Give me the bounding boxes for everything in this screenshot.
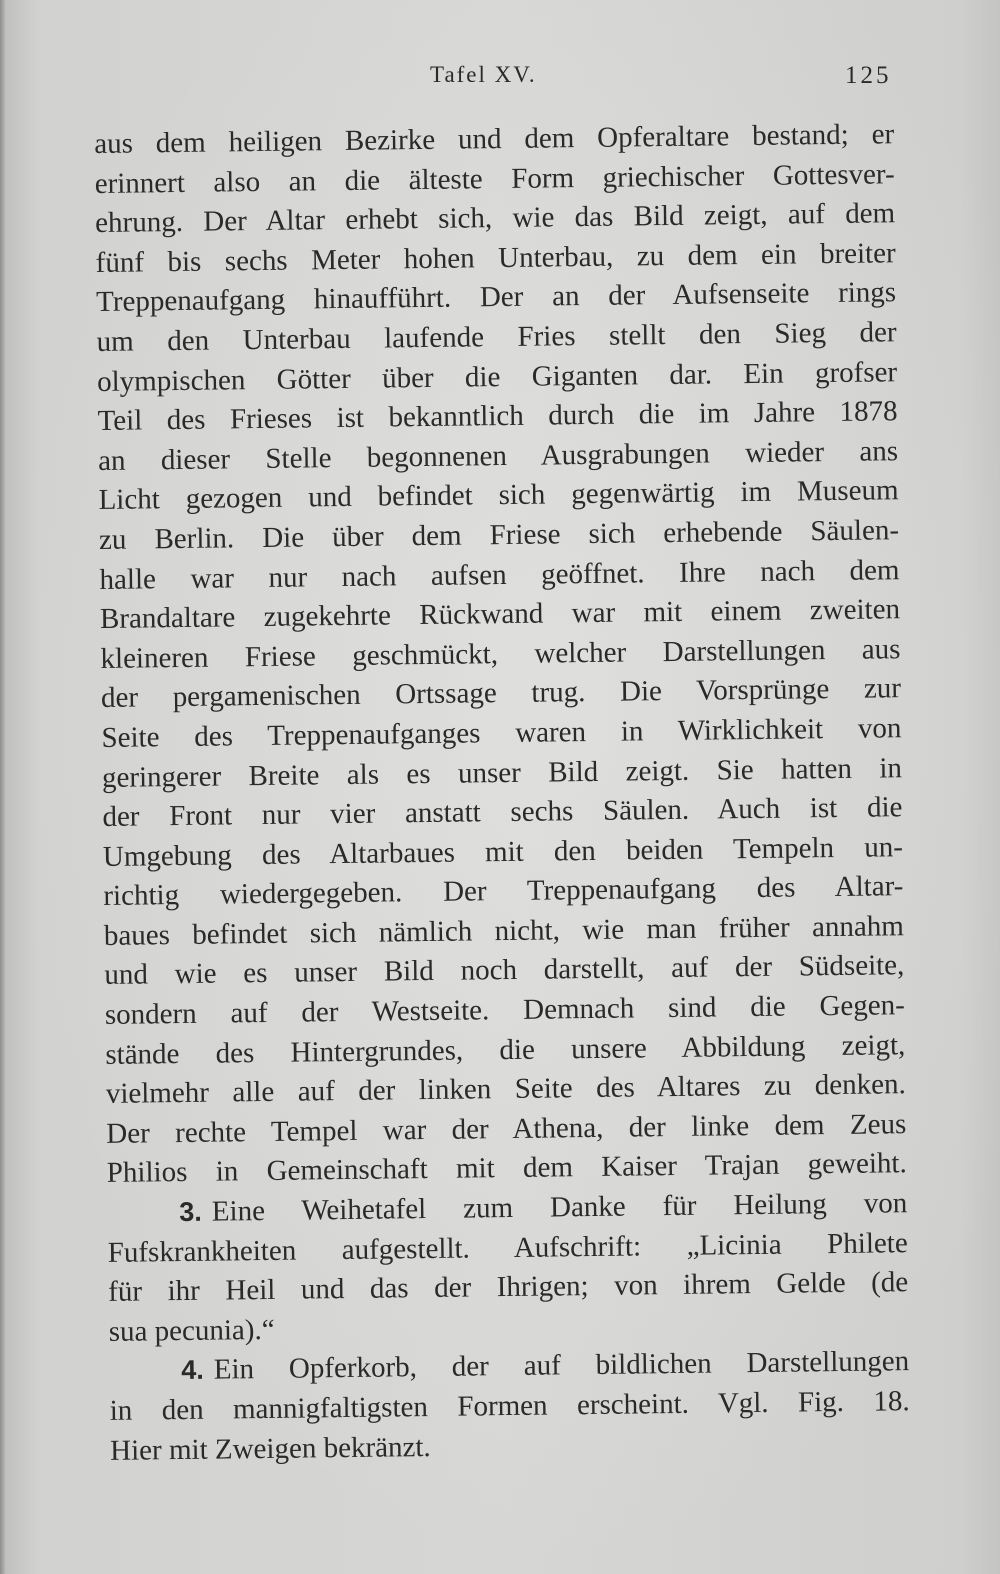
page-header <box>0 58 1000 98</box>
text-line: Ein Opferkorb, der auf bildlichen Darstellungen <box>213 1345 910 1387</box>
text-line: für ihr Heil und das der Ihrigen; von ihrem Gelde (de <box>108 1266 909 1309</box>
page-gutter-shadow <box>0 0 6 1574</box>
text-line: in den mannigfaltigsten Formen erscheint. Vgl. Fig. 18. <box>109 1385 910 1427</box>
text-line: Teil des Frieses ist bekanntlich durch die im Jahre 1878 <box>97 395 898 438</box>
text-line: Umgebung des Altarbaues mit den beiden Tempeln un- <box>102 830 904 873</box>
text-line: halle war nur nach aufsen geöffnet. Ihre nach dem <box>99 553 900 596</box>
text-line: olympischen Götter über die Giganten dar. Ein grofser <box>96 355 898 398</box>
text-line: Philios in Gemeinschaft mit dem Kaiser Trajan geweiht. <box>106 1147 907 1190</box>
text-line: an dieser Stelle begonnenen Ausgrabungen wieder ans <box>97 434 899 477</box>
text-line: kleineren Friese geschmückt, welcher Darstellungen aus <box>100 632 901 675</box>
text-line: Der rechte Tempel war der Athena, der linke dem Zeus <box>106 1107 907 1150</box>
text-line: stände des Hintergrundes, die unsere Abbildung zeigt, <box>105 1028 906 1071</box>
text-line: und wie es unser Bild noch darstellt, auf der Südseite, <box>104 949 905 992</box>
running-title: Tafel XV. <box>430 62 537 87</box>
text-line: Brandaltare zugekehrte Rückwand war mit einem zweiten <box>99 593 901 636</box>
text-line: der pergamenischen Ortssage trug. Die Vorsprünge zur <box>100 672 902 715</box>
text-line: sondern auf der Westseite. Demnach sind die Gegen- <box>104 989 906 1031</box>
text-line: vielmehr alle auf der linken Seite des Altares zu denken. <box>105 1068 906 1111</box>
item-number: 4. <box>181 1355 204 1386</box>
text-line: Hier mit Zweigen bekränzt. <box>109 1430 431 1467</box>
text-line: fünf bis sechs Meter hohen Unterbau, zu dem ein breiter <box>95 236 896 279</box>
text-line: sua pecunia).“ <box>108 1313 275 1348</box>
text-line: richtig wiedergegeben. Der Treppenaufgang des Altar- <box>103 870 904 913</box>
text-line: Licht gezogen und befindet sich gegenwärtig im Museum <box>98 474 899 517</box>
text-line: geringerer Breite als es unser Bild zeigt. Sie hatten in <box>101 751 903 794</box>
item-number: 3. <box>179 1196 202 1228</box>
text-line: Eine Weihetafel zum Danke für Heilung von <box>211 1187 908 1228</box>
text-line: erinnert also an die älteste Form griechischer Gottesver- <box>94 157 895 200</box>
text-line: der Front nur vier anstatt sechs Säulen. Auch ist die <box>102 791 903 834</box>
body-text <box>94 115 910 1471</box>
text-line: Treppenaufgang hinaufführt. Der an der Aufsenseite rings <box>95 276 897 319</box>
text-line: um den Unterbau laufende Fries stellt den Sieg der <box>96 316 897 358</box>
page-number: 125 <box>845 62 892 89</box>
text-line: zu Berlin. Die über dem Friese sich erhebende Säulen- <box>98 514 900 556</box>
text-line: ehrung. Der Altar erhebt sich, wie das Bild zeigt, auf dem <box>95 197 896 240</box>
text-line: baues befindet sich nämlich nicht, wie man früher annahm <box>103 910 905 952</box>
text-line: aus dem heiligen Bezirke und dem Opferaltare bestand; er <box>94 118 895 160</box>
text-line: Seite des Treppenaufganges waren in Wirklichkeit von <box>101 712 902 754</box>
text-line: Fufskrankheiten aufgestellt. Aufschrift: „Licinia Philete <box>107 1226 908 1269</box>
